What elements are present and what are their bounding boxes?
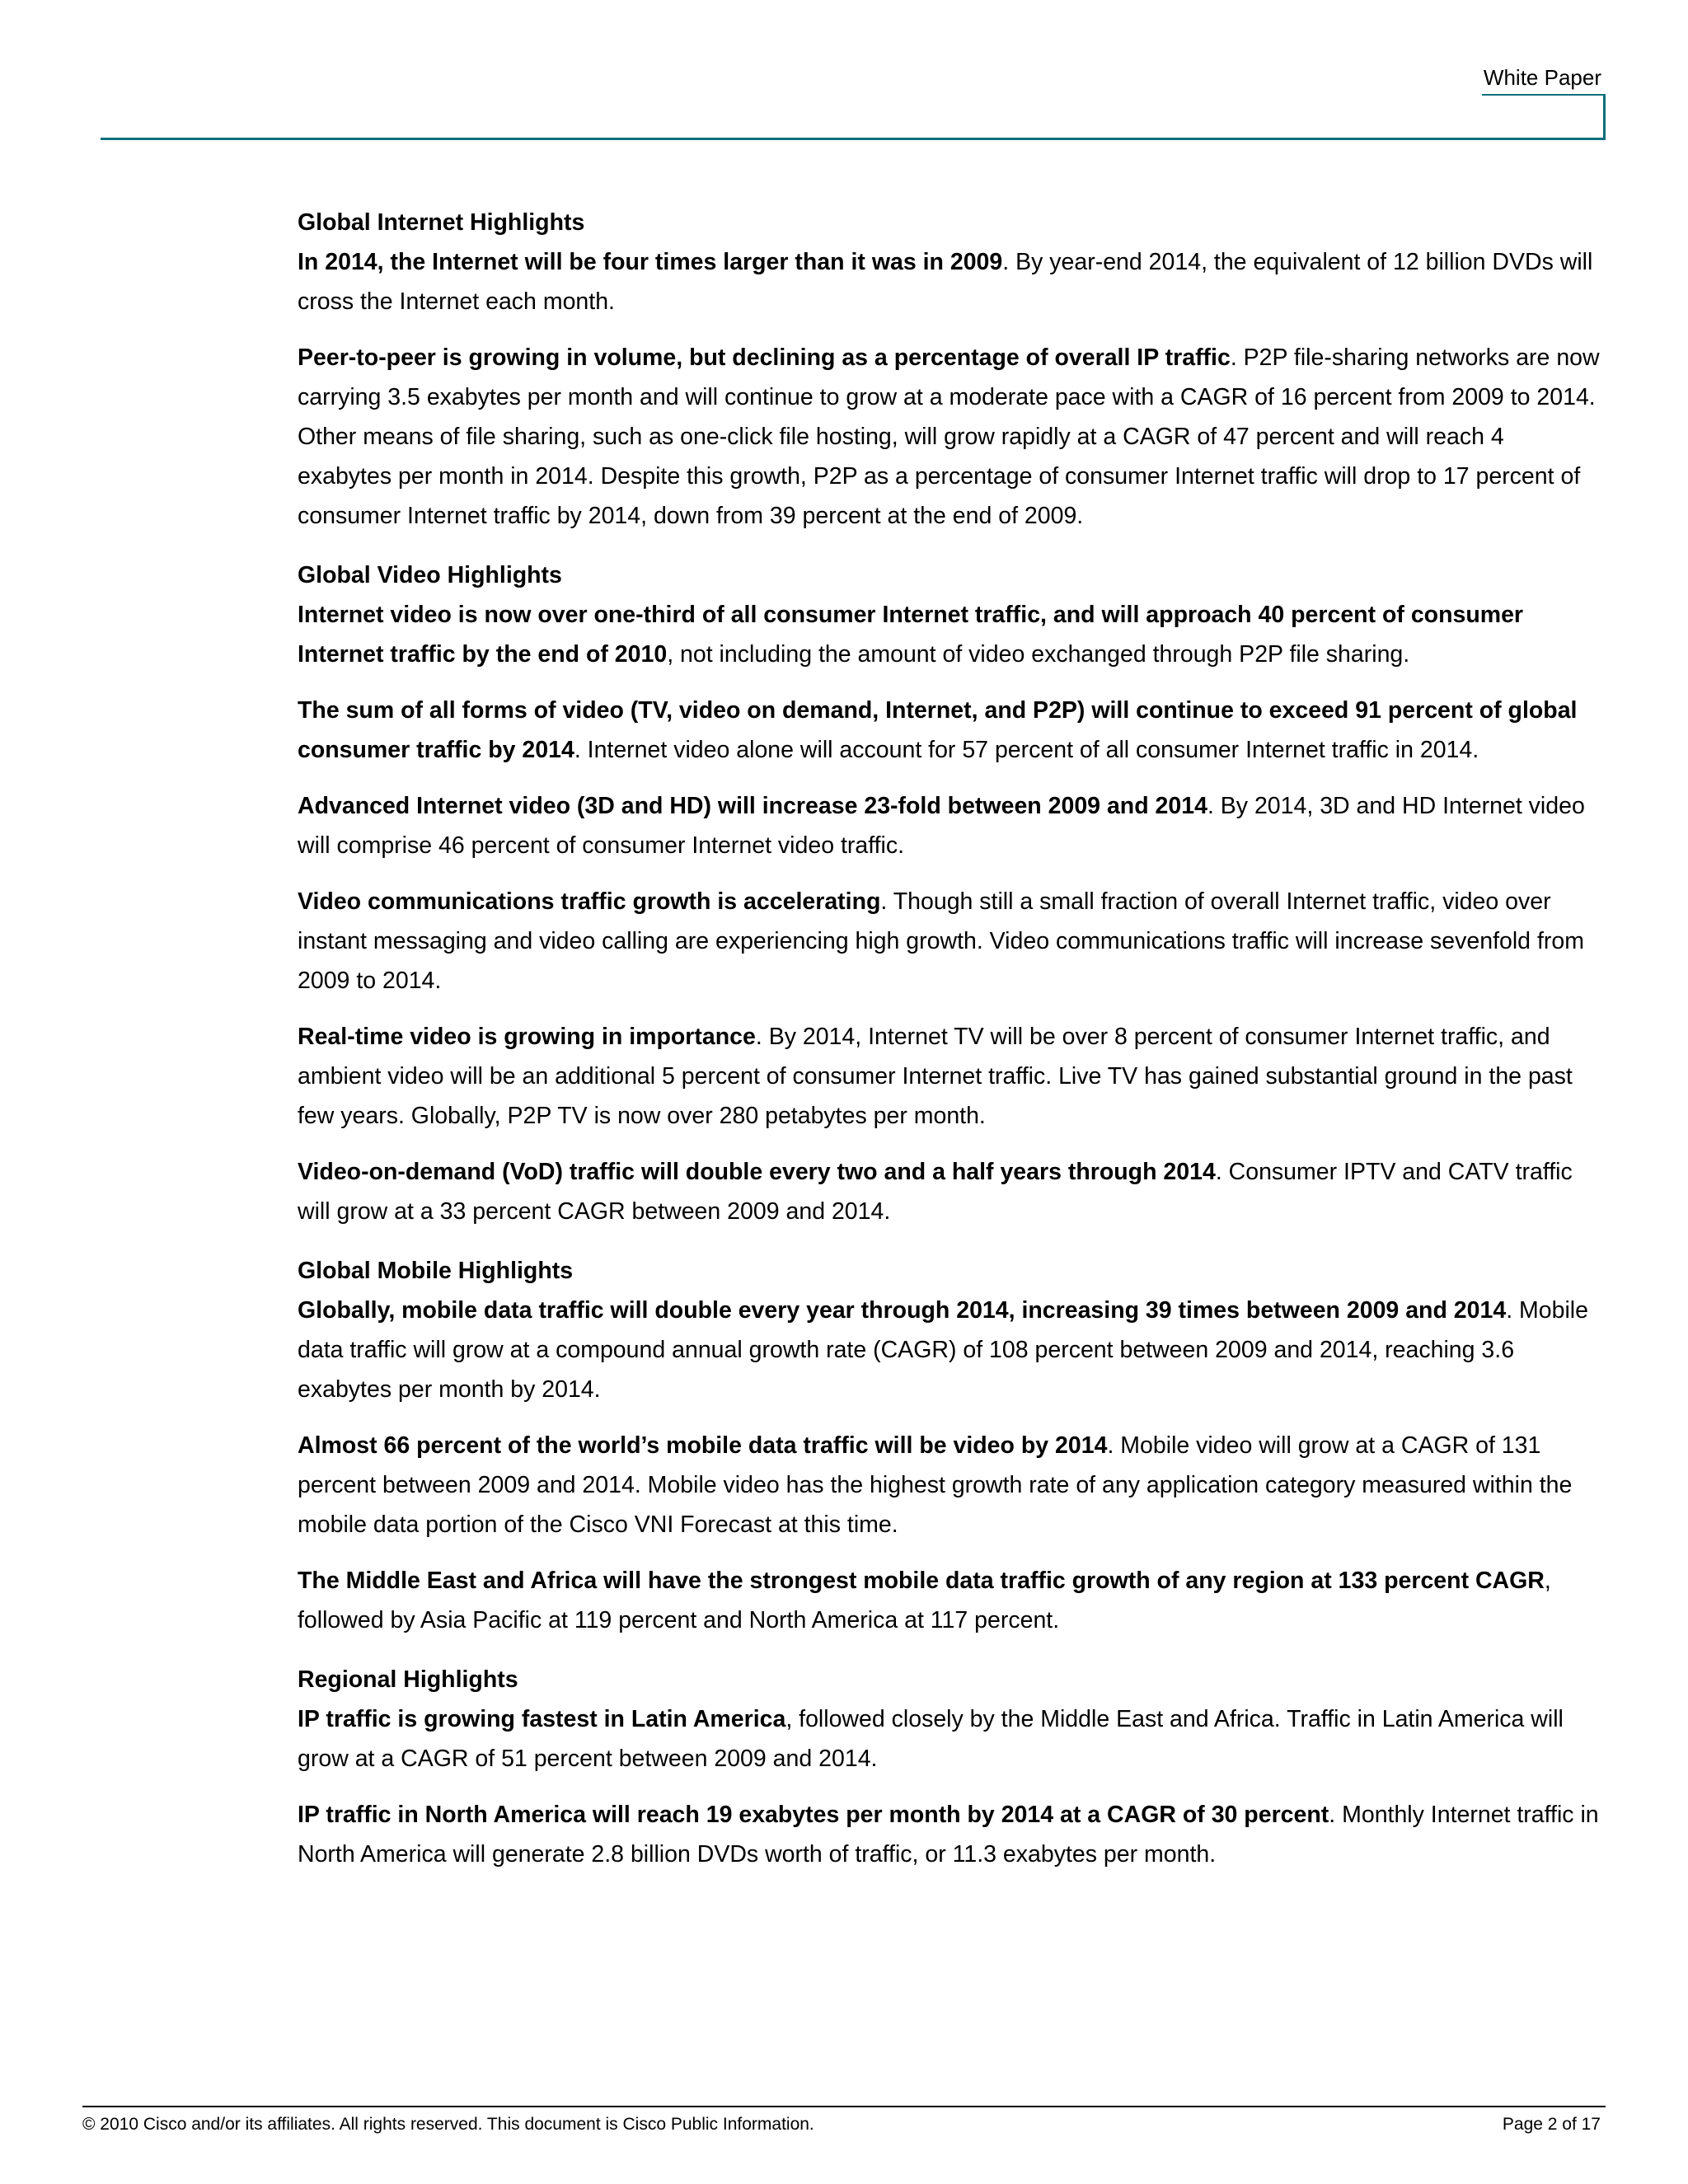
paragraph-lead: The Middle East and Africa will have the strongest mobile data traffic growth of any region at 133 percent CAGR (298, 1568, 1545, 1594)
paragraph-text: . Mobile data traffic will grow at a compound annual growth rate (CAGR) of 108 percent between 2009 and 2014, reaching 3.6 exabytes per month by 2014. (298, 1297, 1588, 1403)
paragraph-text: . Consumer IPTV and CATV traffic will grow at a 33 percent CAGR between 2009 and 2014. (298, 1159, 1573, 1225)
paragraph-text: . Monthly Internet traffic in North America will generate 2.8 billion DVDs worth of traffic, or 11.3 exabytes per month. (298, 1802, 1599, 1868)
footer-copyright: © 2010 Cisco and/or its affiliates. All rights reserved. This document is Cisco Public Information. (82, 2115, 814, 2134)
section-heading: Global Mobile Highlights (298, 1258, 574, 1284)
paragraph-lead: In 2014, the Internet will be four times larger than it was in 2009 (298, 249, 1003, 275)
section-global-internet-highlights (298, 203, 1604, 536)
paragraph (298, 1152, 1604, 1231)
paragraph-text: . P2P file-sharing networks are now carrying 3.5 exabytes per month and will continue to grow at a moderate pace with a CAGR of 16 percent from 2009 to 2014. Other means of file sharing, such as one-click file hosting, will grow rapidly at a CAGR of 47 percent and will reach 4 exabytes per month in 2014. Despite this growth, P2P as a percentage of consumer Internet traffic will drop to 17 percent of consumer Internet traffic by 2014, down from 39 percent at the end of 2009. (298, 344, 1600, 529)
paragraph-lead: Internet video is now over one-third of all consumer Internet traffic, and will approach 40 percent of consumer Internet traffic by the end of 2010 (298, 602, 1524, 668)
paragraph (298, 1561, 1604, 1640)
paragraph-text: , followed by Asia Pacific at 119 percent and North America at 117 percent. (298, 1568, 1551, 1633)
paragraph-text: , followed closely by the Middle East and Africa. Traffic in Latin America will grow at a CAGR of 51 percent between 2009 and 2014. (298, 1706, 1564, 1772)
paragraph-lead: IP traffic is growing fastest in Latin America (298, 1706, 786, 1732)
paragraph-lead: Video communications traffic growth is accelerating (298, 888, 881, 915)
paragraph (298, 1699, 1604, 1779)
paragraph-text: . Internet video alone will account for 57 percent of all consumer Internet traffic in 2014. (574, 737, 1479, 763)
section-heading: Regional Highlights (298, 1666, 518, 1693)
paragraph (298, 1017, 1604, 1136)
header-corner-frame (1482, 94, 1606, 138)
paragraph-lead: Real-time video is growing in importance (298, 1024, 756, 1050)
paragraph-text: . By 2014, Internet TV will be over 8 percent of consumer Internet traffic, and ambient video will be an additional 5 percent of consumer Internet traffic. Live TV has gained substantial ground in the past few years. Globally, P2P TV is now over 280 petabytes per month. (298, 1024, 1573, 1129)
paragraph-lead: The sum of all forms of video (TV, video on demand, Internet, and P2P) will continue to exceed 91 percent of global consumer traffic by 2014 (298, 697, 1578, 763)
paragraph (298, 242, 1604, 321)
paragraph (298, 882, 1604, 1001)
paragraph-text: . Though still a small fraction of overall Internet traffic, video over instant messaging and video calling are experiencing high growth. Video communications traffic will increase sevenfold from 2009 to 2014. (298, 888, 1584, 994)
paragraph-text: . Mobile video will grow at a CAGR of 131 percent between 2009 and 2014. Mobile video has the highest growth rate of any application category measured within the mobile data portion of the Cisco VNI Forecast at this time. (298, 1432, 1573, 1538)
header-divider (101, 138, 1606, 140)
paragraph-text: . By year-end 2014, the equivalent of 12 billion DVDs will cross the Internet each month. (298, 249, 1593, 315)
paragraph (298, 1426, 1604, 1544)
paragraph (298, 1795, 1604, 1874)
paragraph-text: . By 2014, 3D and HD Internet video will comprise 46 percent of consumer Internet video traffic. (298, 793, 1585, 859)
section-heading: Global Video Highlights (298, 562, 562, 588)
paragraph-text: , not including the amount of video exchanged through P2P file sharing. (667, 641, 1410, 668)
paragraph-lead: Video-on-demand (VoD) traffic will double every two and a half years through 2014 (298, 1159, 1216, 1185)
section-global-mobile-highlights (298, 1251, 1604, 1640)
paragraph (298, 338, 1604, 536)
paragraph-lead: IP traffic in North America will reach 19 exabytes per month by 2014 at a CAGR of 30 percent (298, 1802, 1329, 1828)
paragraph (298, 691, 1604, 770)
paragraph-lead: Almost 66 percent of the world’s mobile data traffic will be video by 2014 (298, 1432, 1108, 1459)
document-type-label: White Paper (1483, 65, 1601, 90)
page-number: Page 2 of 17 (1502, 2115, 1601, 2134)
section-regional-highlights (298, 1660, 1604, 1874)
paragraph-lead: Advanced Internet video (3D and HD) will increase 23-fold between 2009 and 2014 (298, 793, 1207, 819)
paragraph-lead: Globally, mobile data traffic will double every year through 2014, increasing 39 times between 2009 and 2014 (298, 1297, 1507, 1324)
paragraph-lead: Peer-to-peer is growing in volume, but declining as a percentage of overall IP traffic (298, 344, 1231, 371)
section-heading: Global Internet Highlights (298, 209, 585, 236)
section-global-video-highlights (298, 555, 1604, 1231)
footer-divider (82, 2106, 1606, 2107)
paragraph (298, 595, 1604, 674)
document-body (298, 203, 1604, 1894)
paragraph (298, 1291, 1604, 1409)
paragraph (298, 786, 1604, 865)
